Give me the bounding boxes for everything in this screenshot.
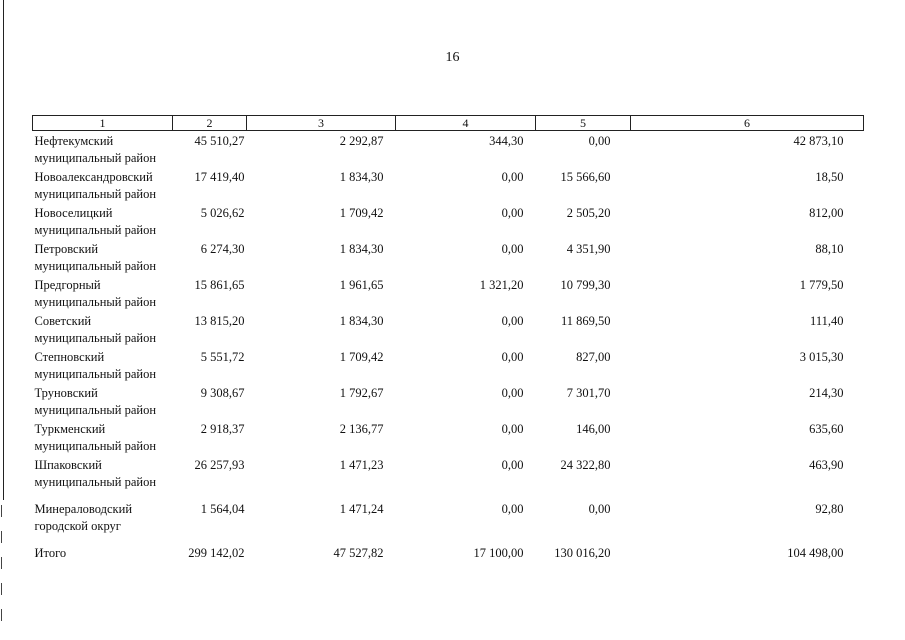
table-row (33, 455, 864, 491)
cell-c2: 15 861,65 (194, 278, 245, 292)
cell-c2: 1 564,04 (200, 502, 245, 516)
cell-c3: 1 961,65 (339, 278, 384, 292)
cell-c4: 0,00 (501, 502, 524, 516)
header-row (33, 116, 864, 131)
page-edge-marks (1, 505, 2, 635)
table-row (33, 311, 864, 347)
column-header-3: 3 (247, 116, 396, 131)
district-name-line2: муниципальный район (34, 187, 157, 201)
cell-c4: 0,00 (501, 314, 524, 328)
cell-c3: 47 527,82 (333, 546, 384, 560)
cell-c6: 635,60 (809, 422, 844, 436)
cell-c5: 7 301,70 (566, 386, 611, 400)
district-name-line1: Новоалександровский (34, 170, 153, 184)
district-name (33, 455, 173, 491)
cell-c3: 1 471,23 (339, 458, 384, 472)
cell-c4: 0,00 (501, 386, 524, 400)
cell-c2: 17 419,40 (194, 170, 245, 184)
district-name-line1: Петровский (34, 242, 99, 256)
district-name (33, 543, 173, 579)
page-number: 16 (445, 50, 460, 65)
table-row (33, 275, 864, 311)
cell-c5: 0,00 (588, 134, 611, 148)
cell-c2: 299 142,02 (188, 546, 245, 560)
cell-c4: 0,00 (501, 422, 524, 436)
cell-c6: 463,90 (809, 458, 844, 472)
cell-c5: 4 351,90 (566, 242, 611, 256)
district-name (33, 383, 173, 419)
spacer-row (33, 535, 864, 543)
table-row (33, 347, 864, 383)
district-name (33, 167, 173, 203)
cell-c6: 88,10 (815, 242, 844, 256)
district-name (33, 499, 173, 535)
table-row (33, 383, 864, 419)
cell-c3: 1 834,30 (339, 314, 384, 328)
table-row (33, 131, 864, 168)
cell-c4: 1 321,20 (479, 278, 524, 292)
cell-c6: 812,00 (809, 206, 844, 220)
spacer-row (33, 491, 864, 499)
cell-c2: 2 918,37 (200, 422, 245, 436)
district-name-line2: муниципальный район (34, 403, 157, 417)
cell-c4: 17 100,00 (473, 546, 524, 560)
column-header-5: 5 (536, 116, 631, 131)
cell-c5: 15 566,60 (560, 170, 611, 184)
cell-c3: 1 471,24 (339, 502, 384, 516)
cell-c6: 92,80 (815, 502, 844, 516)
district-name-line1: Туркменский (34, 422, 106, 436)
table-row (33, 499, 864, 535)
cell-c5: 11 869,50 (560, 314, 611, 328)
cell-c6: 111,40 (810, 314, 844, 328)
district-name-line2: муниципальный район (34, 367, 157, 381)
cell-c6: 18,50 (815, 170, 844, 184)
cell-c4: 0,00 (501, 458, 524, 472)
cell-c6: 3 015,30 (799, 350, 844, 364)
district-name (33, 131, 173, 168)
cell-c3: 1 834,30 (339, 170, 384, 184)
cell-c5: 130 016,20 (554, 546, 611, 560)
cell-c3: 1 709,42 (339, 350, 384, 364)
cell-c2: 5 026,62 (200, 206, 245, 220)
district-name-line1: Степновский (34, 350, 105, 364)
cell-c5: 10 799,30 (560, 278, 611, 292)
district-name (33, 203, 173, 239)
cell-c2: 45 510,27 (194, 134, 245, 148)
column-header-1: 1 (33, 116, 173, 131)
district-name-line2: муниципальный район (34, 295, 157, 309)
table-row (33, 239, 864, 275)
cell-c5: 0,00 (588, 502, 611, 516)
district-name-line1: Труновский (34, 386, 98, 400)
cell-c6: 42 873,10 (793, 134, 844, 148)
district-name-line1: Предгорный (34, 278, 101, 292)
table-row (33, 419, 864, 455)
cell-c4: 0,00 (501, 350, 524, 364)
cell-c5: 146,00 (576, 422, 611, 436)
district-name-line2: муниципальный район (34, 475, 157, 489)
cell-c2: 9 308,67 (200, 386, 245, 400)
cell-c5: 2 505,20 (566, 206, 611, 220)
district-name-line1: Итого (34, 546, 67, 560)
district-name (33, 347, 173, 383)
cell-c3: 2 136,77 (339, 422, 384, 436)
district-name-line2: муниципальный район (34, 259, 157, 273)
budget-table (32, 115, 864, 579)
cell-c2: 26 257,93 (194, 458, 245, 472)
district-name-line1: Новоселицкий (34, 206, 113, 220)
cell-c4: 344,30 (489, 134, 524, 148)
cell-c3: 2 292,87 (339, 134, 384, 148)
district-name (33, 275, 173, 311)
district-name-line2: муниципальный район (34, 439, 157, 453)
table-row (33, 203, 864, 239)
cell-c4: 0,00 (501, 206, 524, 220)
table-body (33, 131, 864, 580)
cell-c6: 104 498,00 (787, 546, 844, 560)
column-header-4: 4 (396, 116, 536, 131)
cell-c3: 1 792,67 (339, 386, 384, 400)
district-name-line2: муниципальный район (34, 151, 157, 165)
cell-c4: 0,00 (501, 242, 524, 256)
cell-c6: 1 779,50 (799, 278, 844, 292)
cell-c4: 0,00 (501, 170, 524, 184)
cell-c3: 1 709,42 (339, 206, 384, 220)
cell-c2: 6 274,30 (200, 242, 245, 256)
table-row (33, 167, 864, 203)
district-name-line1: Шпаковский (34, 458, 102, 472)
cell-c5: 24 322,80 (560, 458, 611, 472)
district-name-line2: муниципальный район (34, 331, 157, 345)
table-row (33, 543, 864, 579)
district-name (33, 419, 173, 455)
cell-c2: 5 551,72 (200, 350, 245, 364)
district-name (33, 311, 173, 347)
page-edge-line (3, 0, 4, 500)
column-header-2: 2 (173, 116, 247, 131)
cell-c2: 13 815,20 (194, 314, 245, 328)
district-name-line1: Нефтекумский (34, 134, 114, 148)
cell-c3: 1 834,30 (339, 242, 384, 256)
district-name-line1: Советский (34, 314, 92, 328)
cell-c5: 827,00 (576, 350, 611, 364)
district-name-line2: городской округ (34, 519, 121, 533)
district-name-line2: муниципальный район (34, 223, 157, 237)
column-header-6: 6 (631, 116, 864, 131)
district-name (33, 239, 173, 275)
cell-c6: 214,30 (809, 386, 844, 400)
district-name-line1: Минераловодский (34, 502, 133, 516)
